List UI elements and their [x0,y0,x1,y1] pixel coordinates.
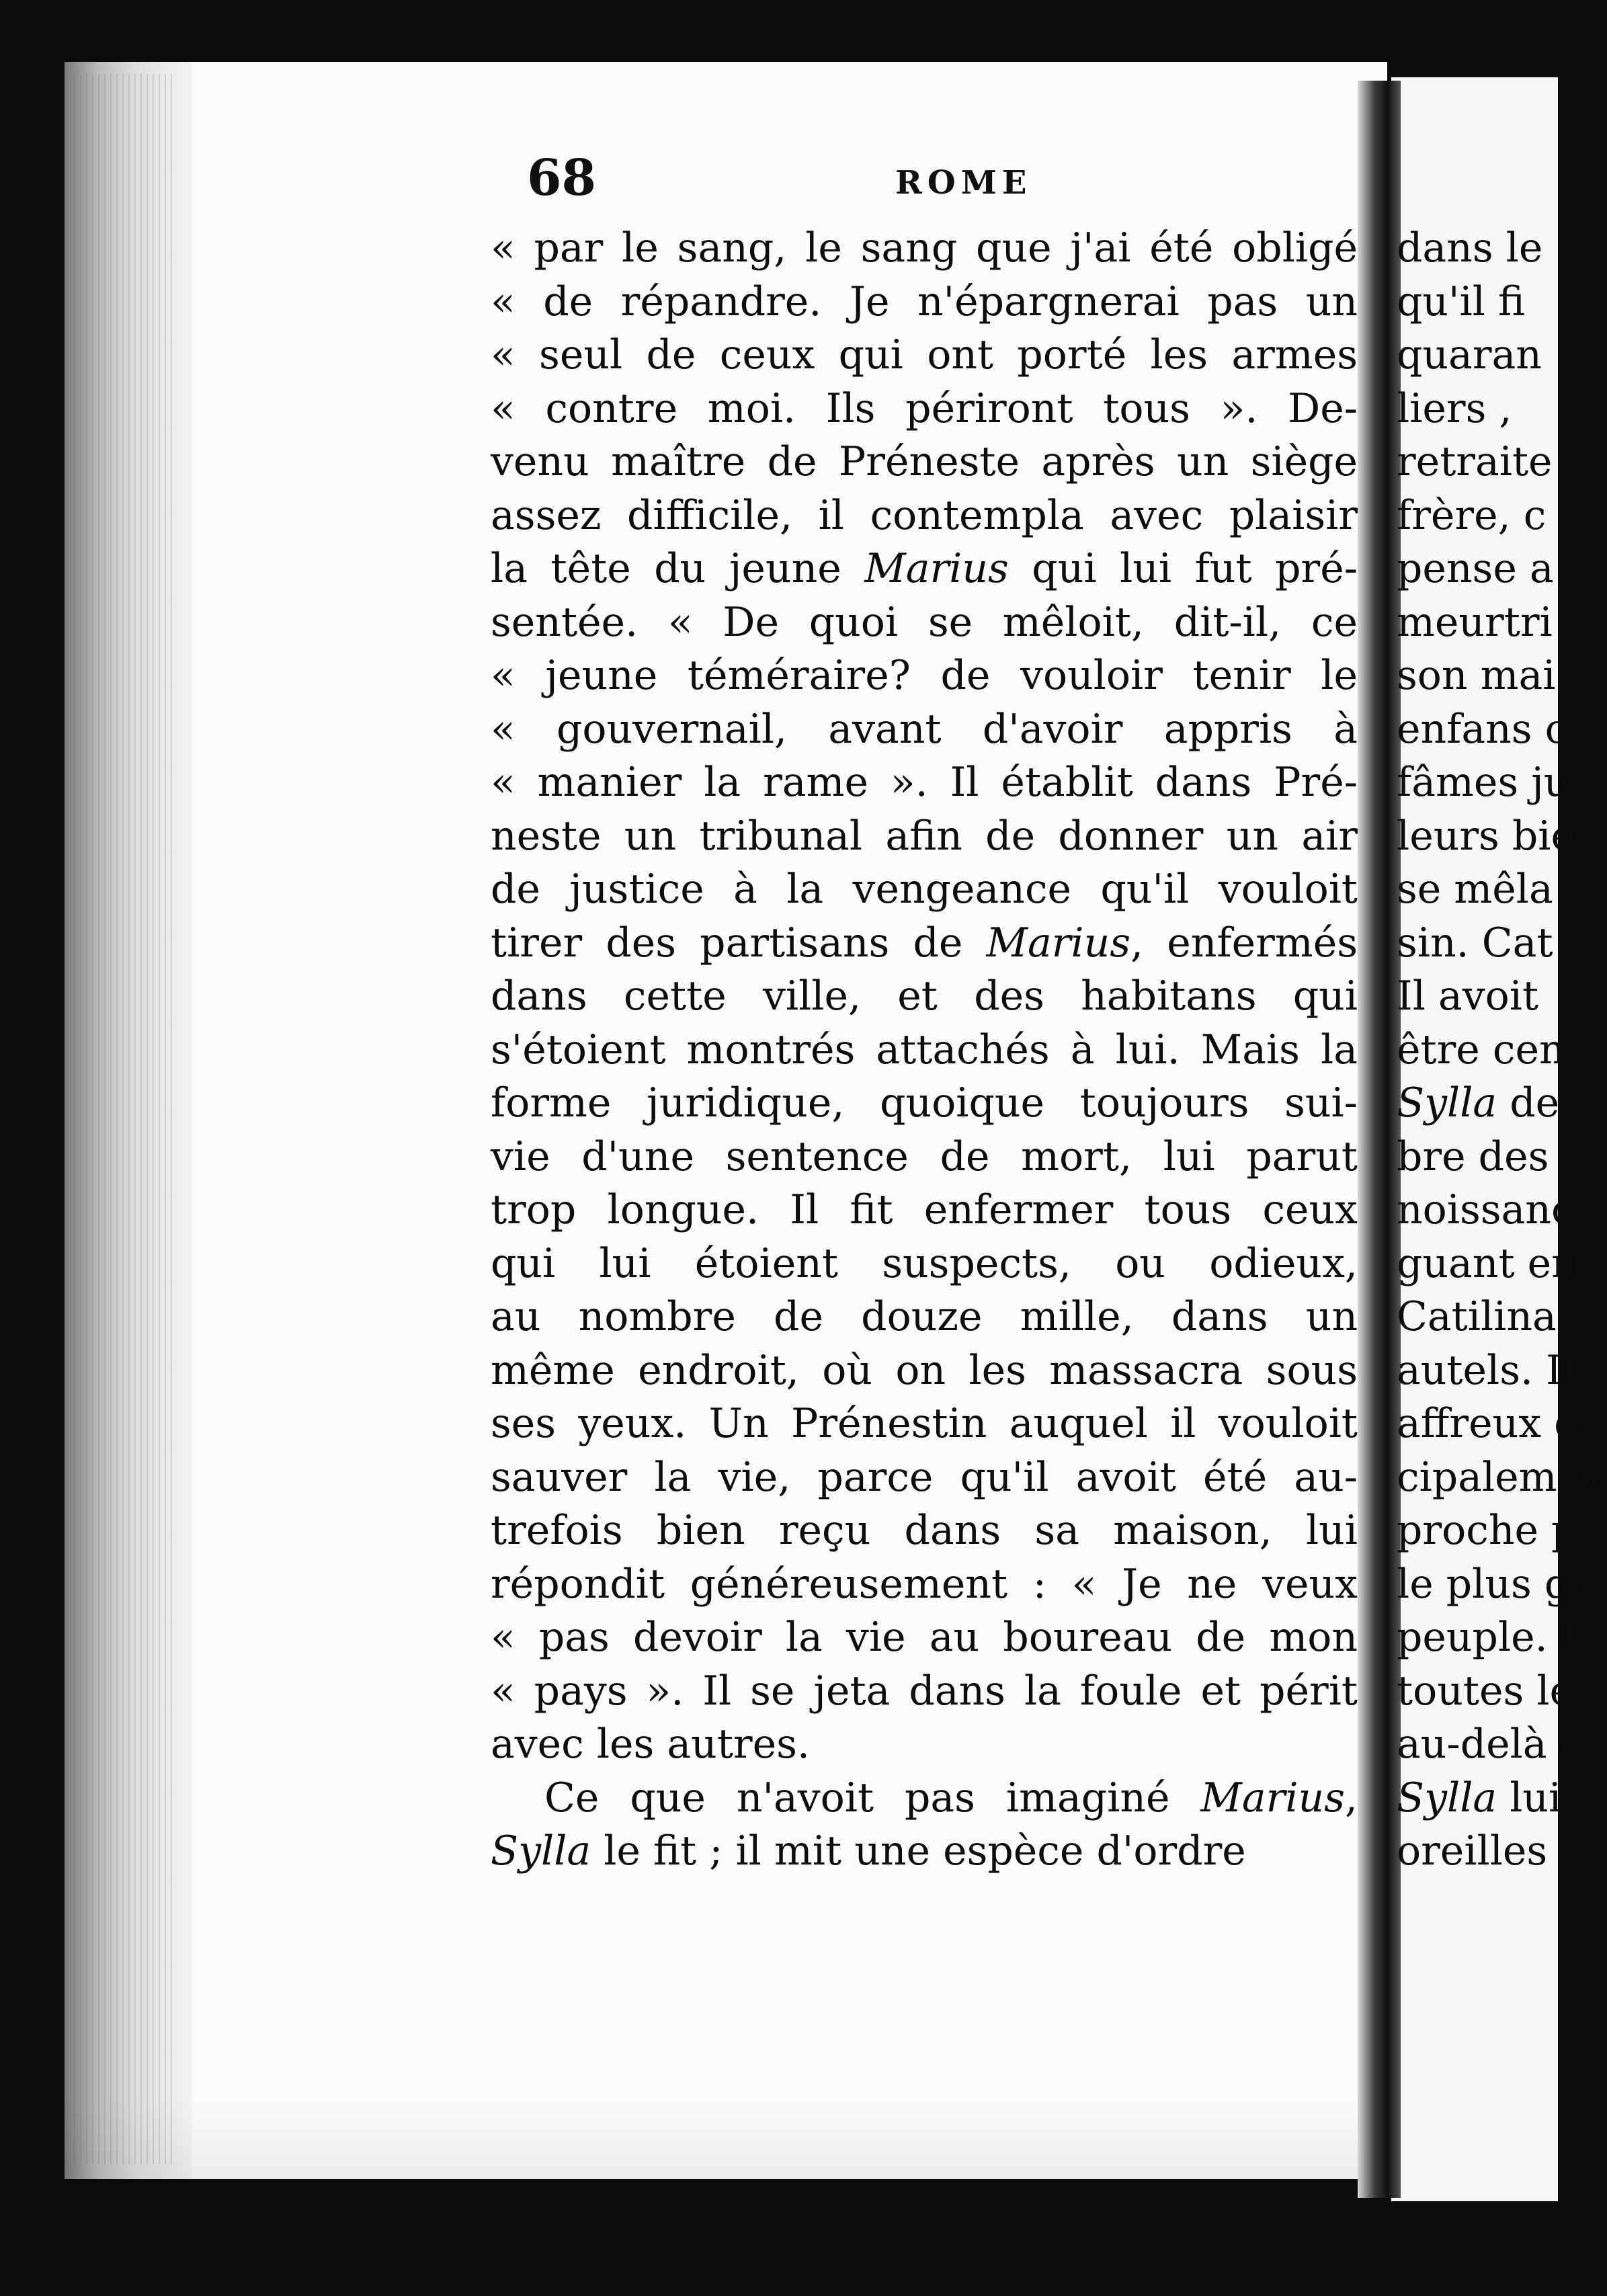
right-text-fragment: enfans c [1397,705,1568,753]
right-text-fragment: Catilina [1397,1293,1557,1340]
right-text-fragment: dans le [1397,224,1543,272]
text-line: « manier la rame ». Il établit dans Pré- [491,759,1358,806]
right-text-fragment: meurtri [1397,598,1553,646]
text-line: sentée. « De quoi se mêloit, dit-il, ce [491,598,1358,646]
text-line: « gouvernail, avant d'avoir appris à [491,705,1358,753]
right-text-fragment: se mêla [1397,866,1553,913]
text-line: Sylla le fit ; il mit une espèce d'ordre [491,1828,1246,1875]
page-edge-texture [74,74,175,2164]
right-text-fragment: son mai [1397,652,1556,699]
right-text-fragment: le plus gr [1397,1560,1590,1608]
italic-name: Marius [1200,1774,1345,1821]
text-line: s'étoient montrés attachés à lui. Mais la [491,1026,1358,1073]
text-line: « seul de ceux qui ont porté les armes [491,331,1358,378]
text-line: « jeune téméraire? de vouloir tenir le [491,652,1358,699]
text-line: « contre moi. Ils périront tous ». De- [491,384,1358,432]
main-text-block [491,222,1358,1879]
right-text-fragment: être cen [1397,1026,1565,1073]
right-text-fragment: liers , [1397,384,1512,432]
text-line: vie d'une sentence de mort, lui parut [491,1133,1358,1180]
text-line: la tête du jeune Marius qui lui fut pré- [491,545,1358,592]
text-line: Ce que n'avoit pas imaginé Marius, [544,1774,1358,1821]
text-line: « pas devoir la vie au boureau de mon [491,1614,1358,1661]
text-line: ses yeux. Un Prénestin auquel il vouloit [491,1400,1358,1447]
right-text-fragment: noissanc [1397,1186,1574,1233]
text-line: « pays ». Il se jeta dans la foule et périt [491,1667,1358,1715]
text-line: avec les autres. [491,1721,810,1768]
text-line: venu maître de Préneste après un siège [491,438,1358,485]
text-line: qui lui étoient suspects, ou odieux, [491,1239,1358,1287]
right-text-fragment: affreux qu [1397,1400,1606,1447]
right-text-fragment: guant en [1397,1239,1577,1287]
italic-name: Sylla [1397,1079,1497,1126]
right-text-fragment: leurs bie [1397,812,1575,860]
right-text-fragment: toutes les [1397,1667,1594,1715]
page-bottom-shadow [65,2097,1387,2179]
right-text-fragment: retraite [1397,438,1553,485]
text-line: « de répandre. Je n'épargnerai pas un [491,278,1358,325]
book-gutter [1358,81,1401,2198]
right-text-fragment: cipalemen [1397,1453,1607,1501]
italic-name: Sylla [491,1828,591,1875]
text-line: forme juridique, quoique toujours sui- [491,1079,1358,1126]
text-line: sauver la vie, parce qu'il avoit été au- [491,1453,1358,1501]
right-text-fragment: peuple. I [1397,1614,1577,1661]
text-line: tirer des partisans de Marius, enfermés [491,919,1358,967]
right-text-fragment: proche pa [1397,1507,1602,1554]
text-line: neste un tribunal afin de donner un air [491,812,1358,860]
right-text-fragment: sin. Cat [1397,919,1553,967]
right-text-fragment: qu'il fi [1397,278,1526,325]
right-text-fragment: bre des p [1397,1133,1588,1180]
text-line: trefois bien reçu dans sa maison, lui [491,1507,1358,1554]
right-text-fragment: au-delà d [1397,1721,1586,1768]
text-line: dans cette ville, et des habitans qui [491,973,1358,1020]
right-text-fragment: Il avoit [1397,973,1539,1020]
right-text-fragment: autels. Il [1397,1346,1575,1394]
page-header [527,149,1360,210]
text-line: même endroit, où on les massacra sous [491,1346,1358,1394]
right-text-fragment: oreilles , [1397,1828,1573,1875]
right-text-fragment: quaran [1397,331,1542,378]
text-line: « par le sang, le sang que j'ai été obligé [491,224,1358,272]
right-page-text [1397,222,1607,1879]
text-line: trop longue. Il fit enfermer tous ceux [491,1186,1358,1233]
page-number: 68 [527,149,596,207]
running-head: ROME [895,164,1032,202]
text-line: assez difficile, il contempla avec plaisir [491,491,1358,539]
right-text-fragment: Sylla de [1397,1079,1560,1126]
text-line: répondit généreusement : « Je ne veux [491,1560,1358,1608]
right-text-fragment: Sylla lui [1397,1774,1562,1821]
italic-name: Sylla [1397,1774,1497,1821]
text-line: au nombre de douze mille, dans un [491,1293,1358,1340]
text-line: de justice à la vengeance qu'il vouloit [491,866,1358,913]
italic-name: Marius [864,545,1009,592]
right-text-fragment: fâmes ju [1397,759,1570,806]
right-text-fragment: pense a [1397,545,1554,592]
italic-name: Marius [986,919,1131,967]
right-text-fragment: frère, c [1397,491,1547,539]
